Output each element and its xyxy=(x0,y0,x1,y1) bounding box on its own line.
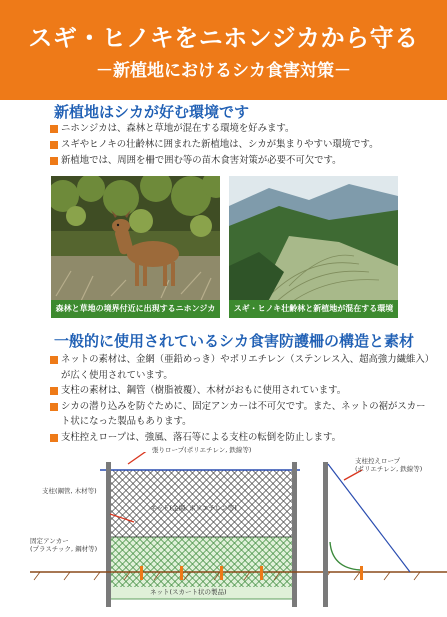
list-item: シカの潜り込みを防ぐために、固定アンカーは不可欠です。また、ネットの裾がスカート状になった製品もあります。 xyxy=(50,399,430,430)
fence-bullet-list xyxy=(50,352,430,446)
deer-photo xyxy=(51,176,220,318)
list-item: ニホンジカは、森林と草地が混在する環境を好みます。 xyxy=(50,121,430,137)
label-post: 支柱(鋼管, 木材等) xyxy=(42,487,97,495)
landscape-photo-image xyxy=(229,176,398,318)
label-guy-rope: 支柱控えロープ (ポリエチレン, 鉄線等) xyxy=(355,457,423,473)
list-item: 支柱控えロープは、強風、落石等による支柱の転倒を防止します。 xyxy=(50,430,430,446)
deer-photo-image xyxy=(51,176,220,318)
photo-caption-deer: 森林と草地の境界付近に出現するニホンジカ xyxy=(51,300,220,318)
section-heading-fence: 一般的に使用されているシカ食害防護柵の構造と素材 xyxy=(54,332,415,350)
page-title: スギ・ヒノキをニホンジカから守る xyxy=(28,24,419,52)
label-net-main: ネット(金網, ポリエチレン等) xyxy=(150,504,237,512)
list-item: 支柱の素材は、鋼管（樹脂被覆）、木材がおもに使用されています。 xyxy=(50,383,430,399)
photo-caption-landscape: スギ・ヒノキ壮齢林と新植地が混在する環境 xyxy=(229,300,398,318)
list-item: 新植地では、周囲を柵で囲む等の苗木食害対策が必要不可欠です。 xyxy=(50,153,430,169)
header-banner xyxy=(0,0,447,100)
list-item: スギやヒノキの壮齢林に囲まれた新植地は、シカが集まりやすい環境です。 xyxy=(50,137,430,153)
label-top-rope: 張りロープ(ポリエチレン, 鉄線等) xyxy=(152,446,252,454)
label-anchor: 固定アンカー (プラスチック, 鋼材等) xyxy=(30,537,98,553)
habitat-bullet-list xyxy=(50,121,430,169)
landscape-photo xyxy=(229,176,398,318)
list-item: ネットの素材は、金網（亜鉛めっき）やポリエチレン（ステンレス入、超高強力繊維入）が広く使用されています。 xyxy=(50,352,430,383)
section-heading-habitat: 新植地はシカが好む環境です xyxy=(54,103,250,121)
page-subtitle: －新植地におけるシカ食害対策－ xyxy=(96,61,351,81)
label-net-skirt: ネット(スカート状の製品) xyxy=(150,588,227,596)
fence-structure-diagram xyxy=(0,446,447,617)
